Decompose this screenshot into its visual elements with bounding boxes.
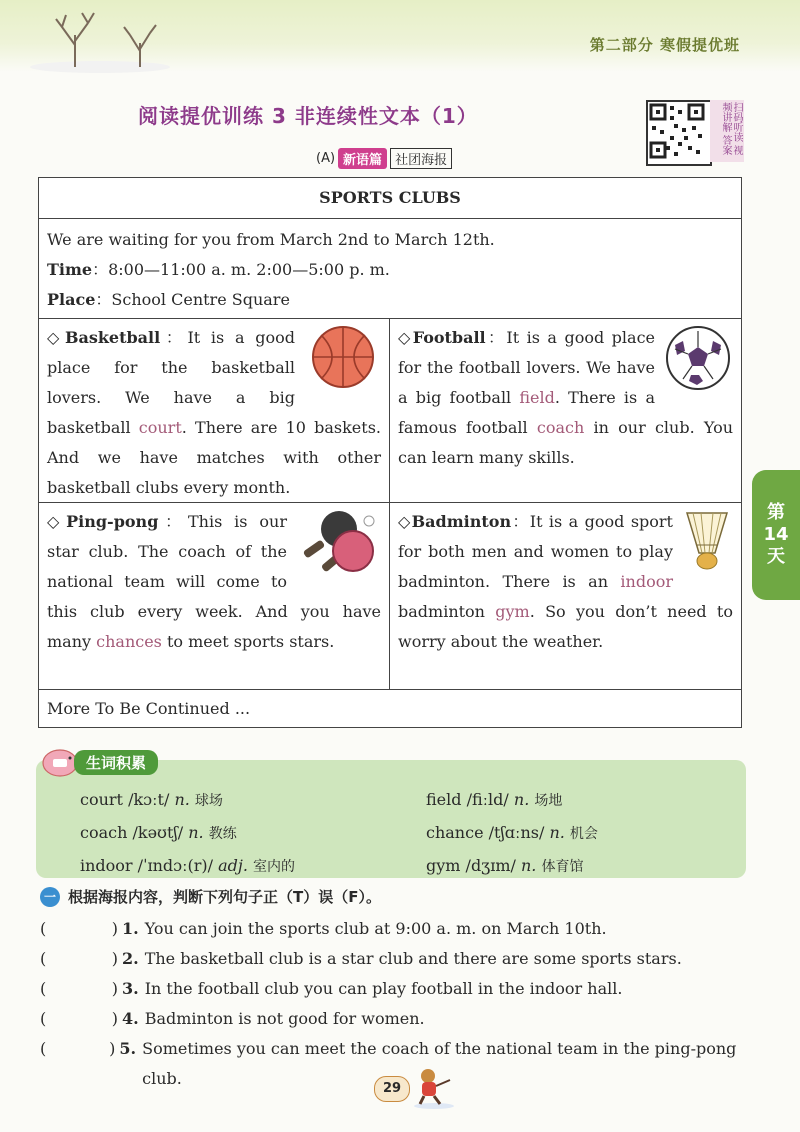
lesson-title: 阅读提优训练 3 非连续性文本（1） (138, 104, 478, 128)
vocab-item: gym /dʒɪm/ n. 体育馆 (426, 856, 584, 875)
pingpong-text-2: to meet sports stars. (161, 632, 335, 651)
answer-blank[interactable]: ( ) (40, 949, 118, 968)
shuttlecock-icon (681, 507, 733, 573)
poster-place (47, 285, 733, 315)
keyword-indoor: indoor (620, 572, 673, 591)
badminton-name: Badminton (411, 512, 512, 531)
answer-blank[interactable]: ( ) (40, 919, 118, 938)
football-text-3: in our club. You can learn many skills. (398, 418, 734, 467)
vocab-list (80, 786, 720, 881)
answer-blank[interactable]: ( ) (40, 1009, 118, 1028)
badminton-text-2: badminton (398, 602, 496, 621)
basketball-name: Basketball (64, 328, 161, 347)
vocab-item: field /fiːld/ n. 场地 (426, 790, 563, 809)
new-tag: 新语篇 (338, 148, 387, 169)
question-item: ( ) 2. The basketball club is a star club and there are some sports stars. (40, 944, 760, 974)
badminton-text-1: ：It is a good sport for both men and women to play badminton. There is an (398, 512, 673, 591)
football-name: Football (412, 328, 486, 347)
question-item: ( ) 5. Sometimes you can meet the coach of the national team in the ping-pong club. (40, 1034, 760, 1064)
section-title: 第二部分 寒假提优班 (589, 36, 740, 54)
diamond-icon: ◇ (47, 328, 65, 347)
keyword-chances: chances (96, 632, 162, 651)
football-club (390, 319, 741, 502)
diamond-icon: ◇ (398, 328, 413, 347)
keyword-field: field (519, 388, 555, 407)
day-tab-line-1: 第 (767, 502, 785, 523)
poster-info (39, 219, 741, 319)
vocab-item: chance /tʃɑːns/ n. 机会 (426, 823, 598, 842)
time-value: ：8:00—11:00 a. m. 2:00—5:00 p. m. (92, 260, 390, 279)
place-label: Place (47, 290, 96, 309)
mascot-illustration (410, 1066, 460, 1110)
question-heading (40, 886, 381, 907)
football-text-1: ：It is a good place for the football lovers. We have a big football (398, 328, 655, 407)
day-tab-line-3: 天 (767, 546, 785, 567)
keyword-court: court (138, 418, 182, 437)
poster-footer: More To Be Continued ... (47, 699, 251, 718)
football-icon (663, 323, 733, 393)
page-number: 29 (374, 1076, 410, 1102)
diamond-icon: ◇ (398, 512, 412, 531)
pingpong-text-1: ：This is our star club. The coach of the national team will come to this club every week. And you have many (47, 512, 381, 651)
question-item: ( ) 1. You can join the sports club at 9:00 a. m. on March 10th. (40, 914, 760, 944)
qr-code[interactable] (646, 100, 712, 166)
answer-blank[interactable]: ( ) (40, 1039, 116, 1058)
question-item: ( ) 4. Badminton is not good for women. (40, 1004, 760, 1034)
football-text-2: . There is a famous football (398, 388, 655, 437)
vocab-title: 生词积累 (74, 750, 158, 775)
vocab-item: coach /kəʊtʃ/ n. 教练 (80, 823, 237, 842)
basketball-icon (303, 323, 381, 391)
day-side-tab (752, 470, 800, 600)
diamond-icon: ◇ (47, 512, 67, 531)
poster-title: SPORTS CLUBS (39, 178, 741, 219)
vocab-header (40, 745, 158, 779)
trees-illustration (20, 5, 180, 75)
vocab-item: court /kɔːt/ n. 球场 (80, 790, 223, 809)
vocab-item: indoor /ˈɪndɔː(r)/ adj. 室内的 (80, 856, 296, 875)
topic-tag: 社团海报 (390, 148, 452, 169)
answer-blank[interactable]: ( ) (40, 979, 118, 998)
day-tab-line-2: 14 (763, 524, 789, 545)
poster-intro: We are waiting for you from March 2nd to March 12th. (47, 230, 495, 249)
poster-time (47, 255, 733, 285)
question-instruction: 根据海报内容，判断下列句子正（T）误（F）。 (68, 888, 381, 906)
basketball-club (39, 319, 390, 502)
qr-label: 扫码听读 视频讲解 答案 (710, 100, 744, 162)
keyword-coach: coach (536, 418, 585, 437)
time-label: Time (47, 260, 93, 279)
pingpong-name: Ping-pong (66, 512, 159, 531)
part-label: (A) (316, 151, 336, 166)
basketball-text-2: . There are 10 baskets. And we have matches with other basketball clubs every month. (47, 418, 382, 497)
pingpong-paddles-icon (295, 507, 381, 579)
place-value: ：School Centre Square (95, 290, 290, 309)
section-tag (316, 148, 452, 169)
keyword-gym: gym (495, 602, 530, 621)
qr-code-icon (648, 102, 706, 160)
question-list (40, 914, 760, 1088)
sports-clubs-poster (38, 177, 742, 728)
poster-row-2 (39, 503, 741, 690)
poster-row-1 (39, 319, 741, 503)
question-item: ( ) 3. In the football club you can play football in the indoor hall. (40, 974, 760, 1004)
badminton-text-3: . So you don’t need to worry about the weather. (398, 602, 733, 651)
pingpong-club (39, 503, 390, 689)
section-number: 一 (40, 887, 60, 907)
badminton-club (390, 503, 741, 689)
basketball-text-1: ：It is a good place for the basketball lovers. We have a big basketball (47, 328, 295, 437)
